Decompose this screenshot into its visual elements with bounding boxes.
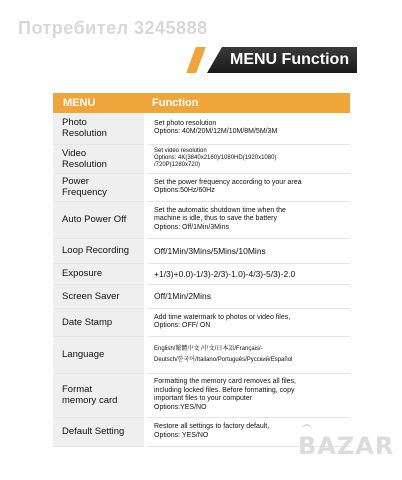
table-row (53, 173, 350, 201)
bazar-watermark: BAZAR (298, 432, 395, 460)
table-header-row (53, 93, 350, 113)
table-row (53, 144, 350, 173)
table-row (53, 263, 350, 284)
menu-cell: Screen Saver (53, 284, 146, 308)
function-cell: Set the power frequency according to your area Options:50Hz/60Hz (146, 173, 350, 201)
function-cell: Off/1Min/2Mins (146, 284, 350, 308)
header-menu: MENU (53, 93, 146, 113)
menu-cell: Power Frequency (53, 173, 146, 201)
function-cell: Set video resolution Options: 4K(3840x2160)/1080HD(1920x1080) /720P(1280x720) (146, 144, 350, 173)
function-cell: Set the automatic shutdown time when the machine is idle, thus to save the battery Options: Off/1Min/3Mins (146, 201, 350, 238)
menu-cell: Language (53, 336, 146, 373)
menu-cell: Date Stamp (53, 308, 146, 336)
function-cell: English/繁體中文 /中文/日本語/Français/- Deutsch/한국어/Italiano/Português/Русский/Español (146, 336, 350, 373)
menu-cell: Format memory card (53, 373, 146, 417)
function-cell: Restore all settings to factory default, Options: YES/NO (146, 417, 350, 446)
menu-cell: Exposure (53, 263, 146, 284)
table-row (53, 336, 350, 373)
table-row (53, 373, 350, 417)
function-cell: Off/1Min/3Mins/5Mins/10Mins (146, 238, 350, 263)
table-row (53, 238, 350, 263)
function-cell: +1/3)+0.0)-1/3)-2/3)-1.0)-4/3)-5/3)-2.0 (146, 263, 350, 284)
menu-cell: Photo Resolution (53, 113, 146, 144)
table-row (53, 201, 350, 238)
menu-cell: Default Setting (53, 417, 146, 446)
table-row (53, 113, 350, 144)
table-row (53, 284, 350, 308)
header-function: Function (146, 93, 350, 113)
function-cell: Formatting the memory card removes all files, including locked files. Before formatting, copy important files to your computer Options:YES/NO (146, 373, 350, 417)
function-cell: Set photo resolution Options: 40M/20M/12M/10M/8M/5M/3M (146, 113, 350, 144)
function-cell: Add time watermark to photos or video files, Options: OFF/ ON (146, 308, 350, 336)
user-watermark: Потребител 3245888 (18, 18, 208, 38)
menu-cell: Auto Power Off (53, 201, 146, 238)
table-row (53, 308, 350, 336)
banner-accent-stripe (186, 47, 205, 73)
menu-cell: Loop Recording (53, 238, 146, 263)
menu-function-table (53, 93, 350, 447)
page-title: MENU Function (230, 51, 350, 68)
menu-cell: Video Resolution (53, 144, 146, 173)
